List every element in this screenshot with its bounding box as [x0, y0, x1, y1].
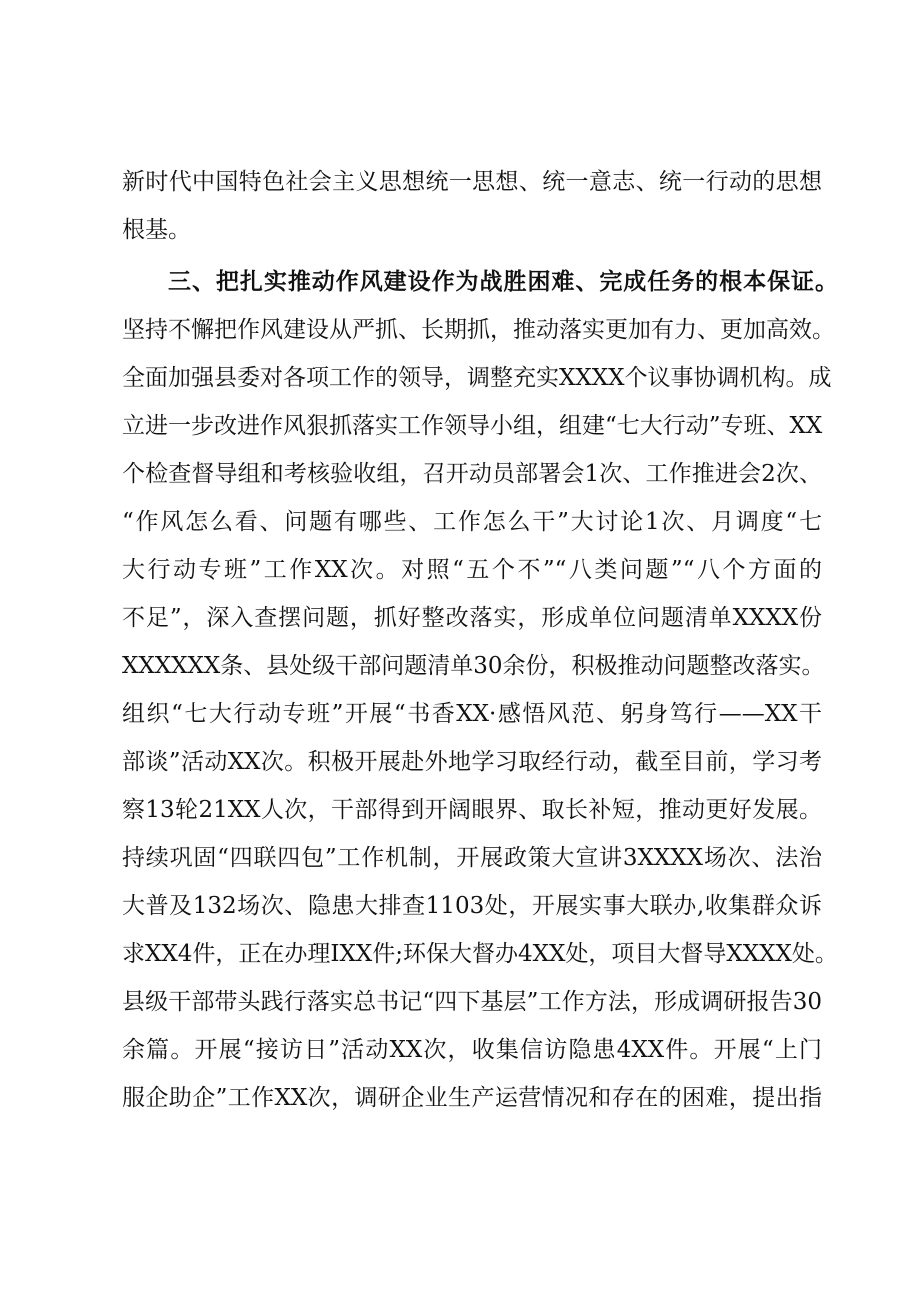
body-line-5: “作风怎么看、问题有哪些、工作怎么干”大讨论1次、月调度“七: [122, 509, 822, 535]
body-line-10: 部谈”活动XX次。积极开展赴外地学习取经行动，截至目前，学习考: [122, 749, 822, 775]
body-line-13: 大普及132场次、隐患大排查1103处，开展实事大联办,收集群众诉: [122, 893, 822, 919]
body-line-7: 不足”，深入查摆问题，抓好整改落实，形成单位问题清单XXXX份: [122, 605, 822, 631]
body-line-4: 个检查督导组和考核验收组，召开动员部署会1次、工作推进会2次、: [122, 461, 822, 487]
body-line-14: 求XX4件，正在办理IXX件;环保大督办4XX处，项目大督导XXXX处。: [122, 941, 838, 967]
body-line-11: 察13轮21XX人次，干部得到开阔眼界、取长补短，推动更好发展。: [122, 797, 822, 823]
body-line-15: 县级干部带头践行落实总书记“四下基层”工作方法，形成调研报告30: [122, 989, 822, 1015]
section-heading: 三、把扎实推动作风建设作为战胜困难、完成任务的根本保证。: [168, 269, 838, 295]
body-line-2: 全面加强县委对各项工作的领导，调整充实XXXX个议事协调机构。成: [122, 365, 832, 391]
body-line-17: 服企助企”工作XX次，调研企业生产运营情况和存在的困难，提出指: [122, 1085, 822, 1111]
intro-line-1: 新时代中国特色社会主义思想统一思想、统一意志、统一行动的思想: [122, 169, 822, 195]
body-line-8: XXXXXX条、县处级干部问题清单30余份，积极推动问题整改落实。: [122, 653, 825, 679]
body-line-3: 立进一步改进作风狠抓落实工作领导小组，组建“七大行动”专班、XX: [122, 413, 823, 439]
body-line-12: 持续巩固“四联四包”工作机制，开展政策大宣讲3XXXX场次、法治: [122, 845, 822, 871]
body-line-9: 组织“七大行动专班”开展“书香XX·感悟风范、躬身笃行——XX干: [122, 701, 822, 727]
body-line-1: 坚持不懈把作风建设从严抓、长期抓，推动落实更加有力、更加高效。: [122, 317, 835, 343]
body-line-6: 大行动专班”工作XX次。对照“五个不”“八类问题”“八个方面的: [122, 557, 822, 583]
intro-line-2: 根基。: [122, 217, 191, 243]
body-line-16: 余篇。开展“接访日”活动XX次，收集信访隐患4XX件。开展“上门: [122, 1037, 822, 1063]
